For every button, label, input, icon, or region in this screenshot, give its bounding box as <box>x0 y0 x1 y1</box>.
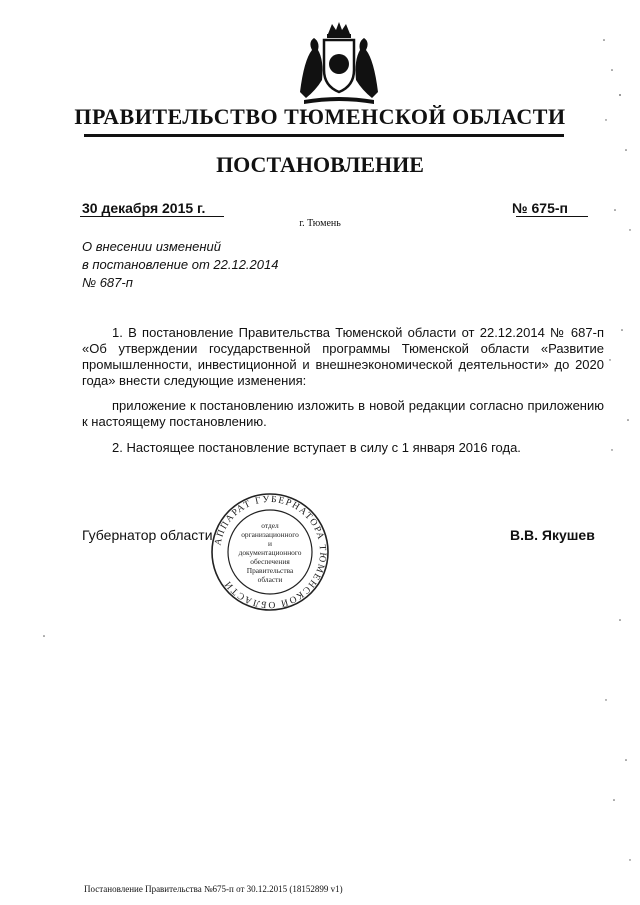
stamp-line: Правительства <box>246 566 294 575</box>
body-paragraph-1: 1. В постановление Правительства Тюменской области от 22.12.2014 № 687-п «Об утверждении государственной программы Тюменской области «Развитие промышленности, инвестиционной и внешнеэкономической деятельности» до 2020 года» внести следующие изменения: <box>82 325 604 388</box>
signer-name: В.В. Якушев <box>510 527 595 543</box>
coat-of-arms-emblem <box>294 20 384 110</box>
stamp-line: и <box>268 539 272 548</box>
date-underline <box>80 216 224 217</box>
stamp-ring-text: АППАРАТ ГУБЕРНАТОРА ТЮМЕНСКОЙ ОБЛАСТИ <box>213 494 328 610</box>
stamp-line: обеспечения <box>250 557 290 566</box>
stamp-line: области <box>257 575 283 584</box>
document-number: № 675-п <box>512 200 568 216</box>
official-stamp <box>208 490 332 614</box>
title-divider <box>84 134 564 137</box>
stamp-line: отдел <box>261 521 279 530</box>
document-subject <box>82 238 278 292</box>
body-paragraph-1-continuation: приложение к постановлению изложить в новой редакции согласно приложению к настоящему постановлению. <box>82 398 604 429</box>
number-underline <box>516 216 588 217</box>
document-type-heading: ПОСТАНОВЛЕНИЕ <box>216 152 424 177</box>
subject-line: № 687-п <box>82 275 133 290</box>
signer-title: Губернатор области <box>82 527 213 543</box>
subject-line: в постановление от 22.12.2014 <box>82 257 279 272</box>
stamp-line: организационного <box>241 530 299 539</box>
document-city: г. Тюмень <box>299 218 341 229</box>
subject-line: О внесении изменений <box>82 239 221 254</box>
organization-title: ПРАВИТЕЛЬСТВО ТЮМЕНСКОЙ ОБЛАСТИ <box>74 104 566 129</box>
document-footer: Постановление Правительства №675-п от 30.12.2015 (18152899 v1) <box>84 884 343 894</box>
body-paragraph-2: 2. Настоящее постановление вступает в силу с 1 января 2016 года. <box>112 440 521 455</box>
stamp-line: документационного <box>238 548 302 557</box>
document-date: 30 декабря 2015 г. <box>82 200 206 216</box>
